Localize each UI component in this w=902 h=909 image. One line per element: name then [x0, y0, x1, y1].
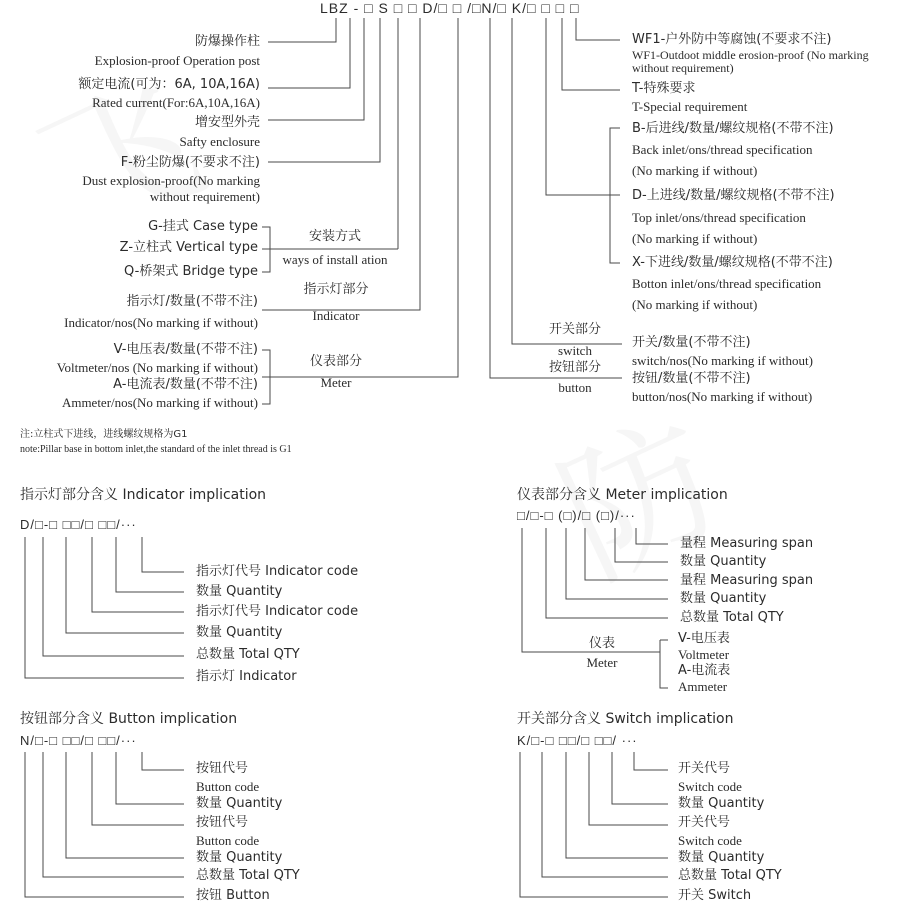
left-item-en: Rated current(For:6A,10A,16A) — [92, 95, 260, 110]
meter-label: 数量 Quantity — [680, 554, 767, 569]
button-label: 按钮代号 — [196, 761, 249, 776]
button-section-title: 按钮部分含义 Button implication — [20, 711, 238, 727]
meter-type: V-电压表 — [678, 631, 730, 646]
switch-line: 开关/数量(不带不注) — [632, 335, 751, 350]
switch-label: 总数量 Total QTY — [678, 868, 782, 883]
indicator-label: 数量 Quantity — [196, 584, 283, 599]
switch-section-code: K/□-□ □□/□ □□/ ··· — [517, 733, 638, 748]
left-item-zh: 防爆操作柱 — [194, 34, 260, 49]
switch-section-title: 开关部分含义 Switch implication — [517, 711, 734, 727]
right-item-en: (No marking if without) — [632, 231, 758, 246]
right-item-en: without requirement) — [632, 61, 734, 75]
meter-type: A-电流表 — [678, 663, 731, 678]
left-item-zh: 增安型外壳 — [194, 115, 260, 130]
install-type: Q-桥架式 Bridge type — [124, 264, 258, 279]
meter-line: V-电压表/数量(不带不注) — [113, 342, 258, 357]
left-item-en: Dust explosion-proof(No marking — [82, 173, 260, 188]
indicator-section-title: 指示灯部分含义 Indicator implication — [20, 487, 267, 503]
switch-label: 开关代号 — [678, 761, 731, 776]
meter-label: 总数量 Total QTY — [680, 610, 784, 625]
switch-label: 数量 Quantity — [678, 796, 765, 811]
meter-line: Ammeter/nos(No marking if without) — [61, 395, 258, 410]
right-item-zh: B-后进线/数量/螺纹规格(不带不注) — [632, 121, 834, 136]
indicator-label-zh: 指示灯部分 — [303, 282, 369, 297]
indicator-label: 指示灯代号 Indicator code — [196, 604, 359, 619]
switch-line: switch/nos(No marking if without) — [632, 353, 813, 368]
install-label-zh: 安装方式 — [308, 229, 361, 244]
install-type: G-挂式 Case type — [148, 219, 258, 234]
right-item-zh: D-上进线/数量/螺纹规格(不带不注) — [632, 188, 835, 203]
right-item-en: (No marking if without) — [632, 297, 758, 312]
note-en: note:Pillar base in bottom inlet,the standard of the inlet thread is G1 — [20, 444, 292, 455]
switch-label: Switch code — [678, 833, 742, 848]
model-code: LBZ - □ S □ □ D/□ □ /□N/□ K/□ □ □ □ — [320, 0, 580, 16]
right-item-en: T-Special requirement — [632, 99, 748, 114]
left-item-en: without requirement) — [149, 189, 260, 204]
meter-label-en: Meter — [320, 375, 352, 390]
indicator-section-code: D/□-□ □□/□ □□/··· — [20, 517, 137, 532]
meter-type-en: Meter — [586, 655, 618, 670]
indicator-label: 指示灯代号 Indicator code — [196, 564, 359, 579]
left-item-zh: 额定电流(可为：6A, 10A,16A) — [78, 77, 260, 92]
left-item-en: Safty enclosure — [179, 134, 260, 149]
indicator-label: 指示灯 Indicator — [196, 669, 297, 684]
button-label: 总数量 Total QTY — [196, 868, 300, 883]
right-item-en: Back inlet/ons/thread specification — [632, 142, 813, 157]
button-label: 按钮 Button — [196, 888, 270, 903]
note-zh: 注:立柱式下进线，进线螺纹规格为G1 — [20, 429, 188, 440]
indicator-label: 数量 Quantity — [196, 625, 283, 640]
switch-label: 数量 Quantity — [678, 850, 765, 865]
indicator-label: 总数量 Total QTY — [196, 647, 300, 662]
right-item-en: Top inlet/ons/thread specification — [632, 210, 806, 225]
right-item-zh: T-特殊要求 — [632, 81, 696, 96]
switch-label: Switch code — [678, 779, 742, 794]
install-type: Z-立柱式 Vertical type — [119, 240, 258, 255]
right-item-zh: WF1-户外防中等腐蚀(不要求不注) — [632, 32, 832, 47]
indicator-line: Indicator/nos(No marking if without) — [64, 315, 258, 330]
switch-label-zh: 开关部分 — [548, 322, 601, 337]
button-label: 数量 Quantity — [196, 850, 283, 865]
meter-line: A-电流表/数量(不带不注) — [113, 377, 258, 392]
left-item-zh: F-粉尘防爆(不要求不注) — [120, 155, 260, 170]
meter-label: 量程 Measuring span — [680, 573, 814, 588]
switch-label: 开关代号 — [678, 815, 731, 830]
right-item-en: Botton inlet/ons/thread specification — [632, 276, 822, 291]
meter-section-code: □/□-□ (□)/□ (□)/··· — [517, 508, 636, 523]
right-item-en: WF1-Outdoot middle erosion-proof (No marking — [632, 48, 869, 62]
meter-type-zh: 仪表 — [588, 636, 615, 651]
button-label: Button code — [196, 833, 260, 848]
install-label-en: ways of install ation — [282, 252, 388, 267]
meter-label: 量程 Measuring span — [680, 536, 814, 551]
indicator-line: 指示灯/数量(不带不注) — [126, 294, 258, 309]
button-label: 按钮代号 — [196, 815, 249, 830]
meter-label: 数量 Quantity — [680, 591, 767, 606]
right-item-zh: X-下进线/数量/螺纹规格(不带不注) — [632, 255, 833, 270]
switch-label: 开关 Switch — [678, 888, 752, 903]
left-item-en: Explosion-proof Operation post — [94, 53, 260, 68]
switch-label-en: switch — [558, 343, 592, 358]
button-line: 按钮/数量(不带不注) — [632, 371, 751, 386]
button-section-code: N/□-□ □□/□ □□/··· — [20, 733, 137, 748]
button-label: 数量 Quantity — [196, 796, 283, 811]
meter-section-title: 仪表部分含义 Meter implication — [517, 487, 728, 503]
meter-type: Ammeter — [678, 679, 728, 694]
button-label-zh: 按钮部分 — [548, 360, 601, 375]
right-item-en: (No marking if without) — [632, 163, 758, 178]
button-label: Button code — [196, 779, 260, 794]
indicator-label-en: Indicator — [312, 308, 360, 323]
meter-type: Voltmeter — [678, 647, 730, 662]
meter-line: Voltmeter/nos (No marking if without) — [56, 360, 258, 375]
button-label-en: button — [558, 380, 592, 395]
meter-label-zh: 仪表部分 — [309, 354, 362, 369]
button-line: button/nos(No marking if without) — [632, 389, 813, 404]
